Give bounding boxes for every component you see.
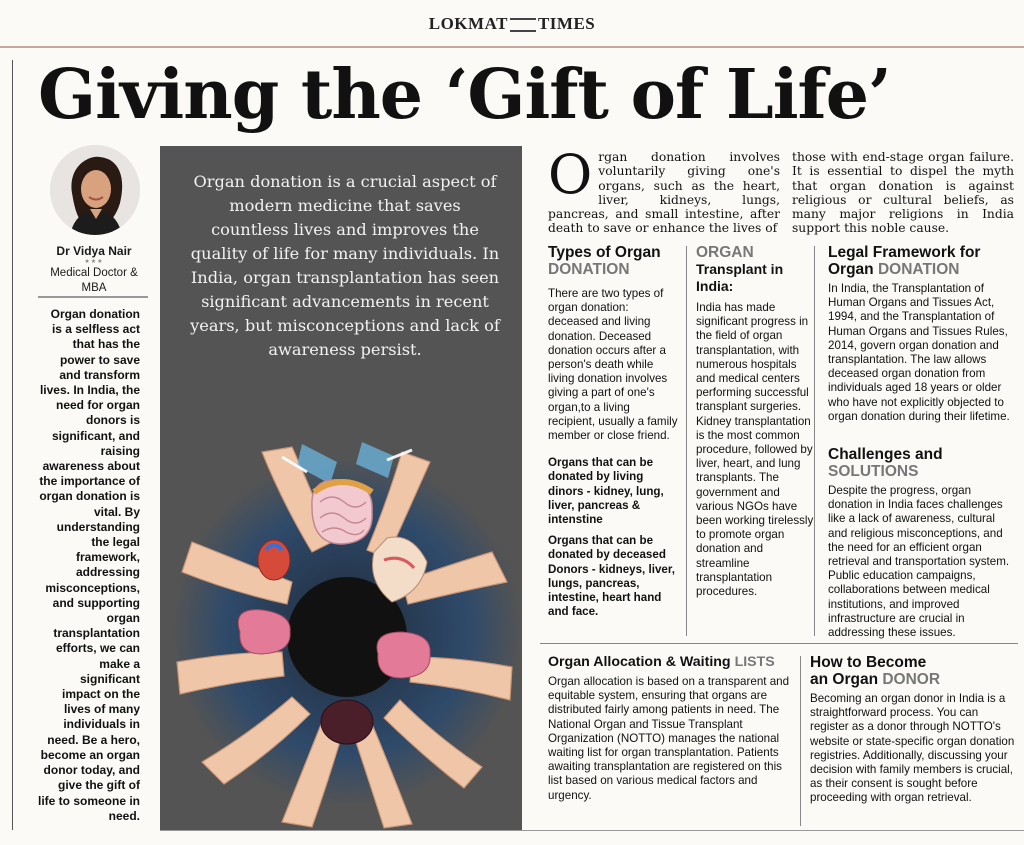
types-p2: Organs that can be donated by living dinors - kidney, lung, liver, pancreas & intenstine (548, 456, 664, 527)
transplant-section (696, 244, 814, 599)
transplant-title-accent: ORGAN (696, 244, 754, 261)
legal-body: In India, the Transplantation of Human Organs and Tissues Act, 1994, and the Transplantation of Human Organs and Tissues Rules, 2014, govern organ donation and transplantation. The law allows deceased organ donation from individuals aged 18 years or older who have not explicitly objected to organ donation during their lifetime. (828, 282, 1010, 423)
author-stars: ★★★ (84, 259, 104, 265)
howto-section (810, 654, 1016, 806)
allocation-title-accent: LISTS (734, 654, 775, 670)
allocation-section (548, 654, 793, 803)
legal-section (828, 244, 1016, 424)
legal-title (828, 244, 1016, 278)
howto-title (810, 654, 1016, 688)
legal-title-accent: DONATION (877, 261, 960, 278)
author-avatar (50, 145, 140, 235)
howto-title-main1: How to Become (810, 654, 927, 671)
left-column-rule (12, 60, 13, 830)
challenges-body: Despite the progress, organ donation in India faces challenges like a lack of awareness, cultural and religious misconceptions, and the need for an efficient organ retrieval and transportation system. Public education campaigns, collaborations between medical institutions, and improved infrastructure are crucial in addressing these issues. (828, 484, 1010, 640)
dropcap: O (548, 143, 593, 206)
howto-body: Becoming an organ donor in India is a straightforward process. You can register as a donor through NOTTO's website or state-specific organ donation registries. Additionally, discussing your decision with family members is crucial, as their consent is sought before proceeding with organ retrieval. (810, 692, 1015, 805)
types-p3: Organs that can be donated by deceased Donors - kidneys, liver, lungs, pancreas, intestine, heart hand and face. (548, 534, 675, 619)
challenges-title-main: Challenges and (828, 446, 943, 463)
masthead-rule (0, 46, 1024, 48)
author-portrait-icon (50, 145, 140, 235)
intro-col1-text: rgan donation involves voluntarily giving one's organs, such as the heart, liver, kidneys, lungs, pancreas, and small intestine, after death to save or enhance the lives of (548, 150, 780, 236)
column-divider-2 (814, 246, 815, 636)
section-rule (540, 643, 1018, 644)
legal-title-main2: Organ (828, 261, 874, 278)
masthead (0, 0, 1024, 46)
types-title (548, 244, 680, 278)
intro-col1 (548, 143, 780, 236)
allocation-title (548, 654, 793, 671)
challenges-title (828, 446, 1016, 480)
author-rule (38, 296, 148, 298)
sidebar-summary: Organ donation is a selfless act that has the power to save and transform lives. In India, the need for organ donors is significant, and raising awareness about the importance of organ donation is vital. By understanding the legal framework, addressing misconceptions, and supporting organ transplantation efforts, we can make a significant impact on the lives of many individuals in need. Be a hero, become an organ donor today, and give the gift of life to someone in need. (38, 307, 141, 823)
challenges-section (828, 446, 1016, 640)
transplant-body: India has made significant progress in the field of organ transplantation, with numerous hospitals and medical centers performing successful transplant surgeries. Kidney transplantation is the most common procedure, followed by liver, heart, and lung transplants. The government and various NGOs have been working tirelessly to promote organ donation and streamline transplantation procedures. (696, 301, 814, 599)
author-role: Medical Doctor & MBA (50, 267, 138, 294)
legal-title-main1: Legal Framework for (828, 244, 981, 261)
types-p1: There are two types of organ donation: deceased and living donation. Deceased donation occurs after a person's death while living donation involves giving a part of one's organ,to a living recipient, usually a family member or close friend. (548, 287, 678, 443)
masthead-logo (0, 14, 1024, 34)
allocation-title-main: Organ Allocation & Waiting (548, 654, 731, 670)
intro-col2: those with end-stage organ failure. It is essential to dispel the myth that organ donation is against religious or cultural beliefs, as many major religions in India support this noble cause. (792, 150, 1014, 236)
masthead-emblem-icon (510, 18, 536, 32)
bottom-rule (160, 830, 1024, 831)
masthead-left: LOKMAT (428, 14, 508, 33)
types-section (548, 244, 680, 619)
transplant-title-main: Transplant in India: (696, 261, 784, 294)
hands-organs-illustration (162, 432, 522, 830)
headline: Giving the ‘Gift of Life’ (38, 55, 891, 135)
challenges-title-accent: SOLUTIONS (828, 463, 919, 480)
author-name: Dr Vidya Nair (56, 244, 132, 258)
masthead-right: TIMES (537, 14, 596, 33)
column-divider-1 (686, 246, 687, 636)
types-title-main: Types of Organ (548, 244, 661, 261)
transplant-title (696, 244, 814, 295)
pullquote-text: Organ donation is a crucial aspect of modern medicine that saves countless lives and improves the quality of life for many individuals. In India, organ transplantation has seen significant advancements in recent years, but misconceptions and lack of awareness persist. (190, 172, 500, 359)
author-block (38, 244, 150, 296)
howto-title-accent: DONOR (882, 671, 941, 688)
types-title-accent: DONATION (548, 261, 630, 278)
column-divider-3 (800, 656, 801, 826)
allocation-body: Organ allocation is based on a transparent and equitable system, ensuring that organs are distributed fairly among patients in need. The National Organ and Tissue Transplant Organization (NOTTO) manages the national waiting list for organ transplantation. Patients awaiting transplantation are registered on this list based on various medical factors and urgency. (548, 675, 790, 802)
howto-title-main2: an Organ (810, 671, 879, 688)
